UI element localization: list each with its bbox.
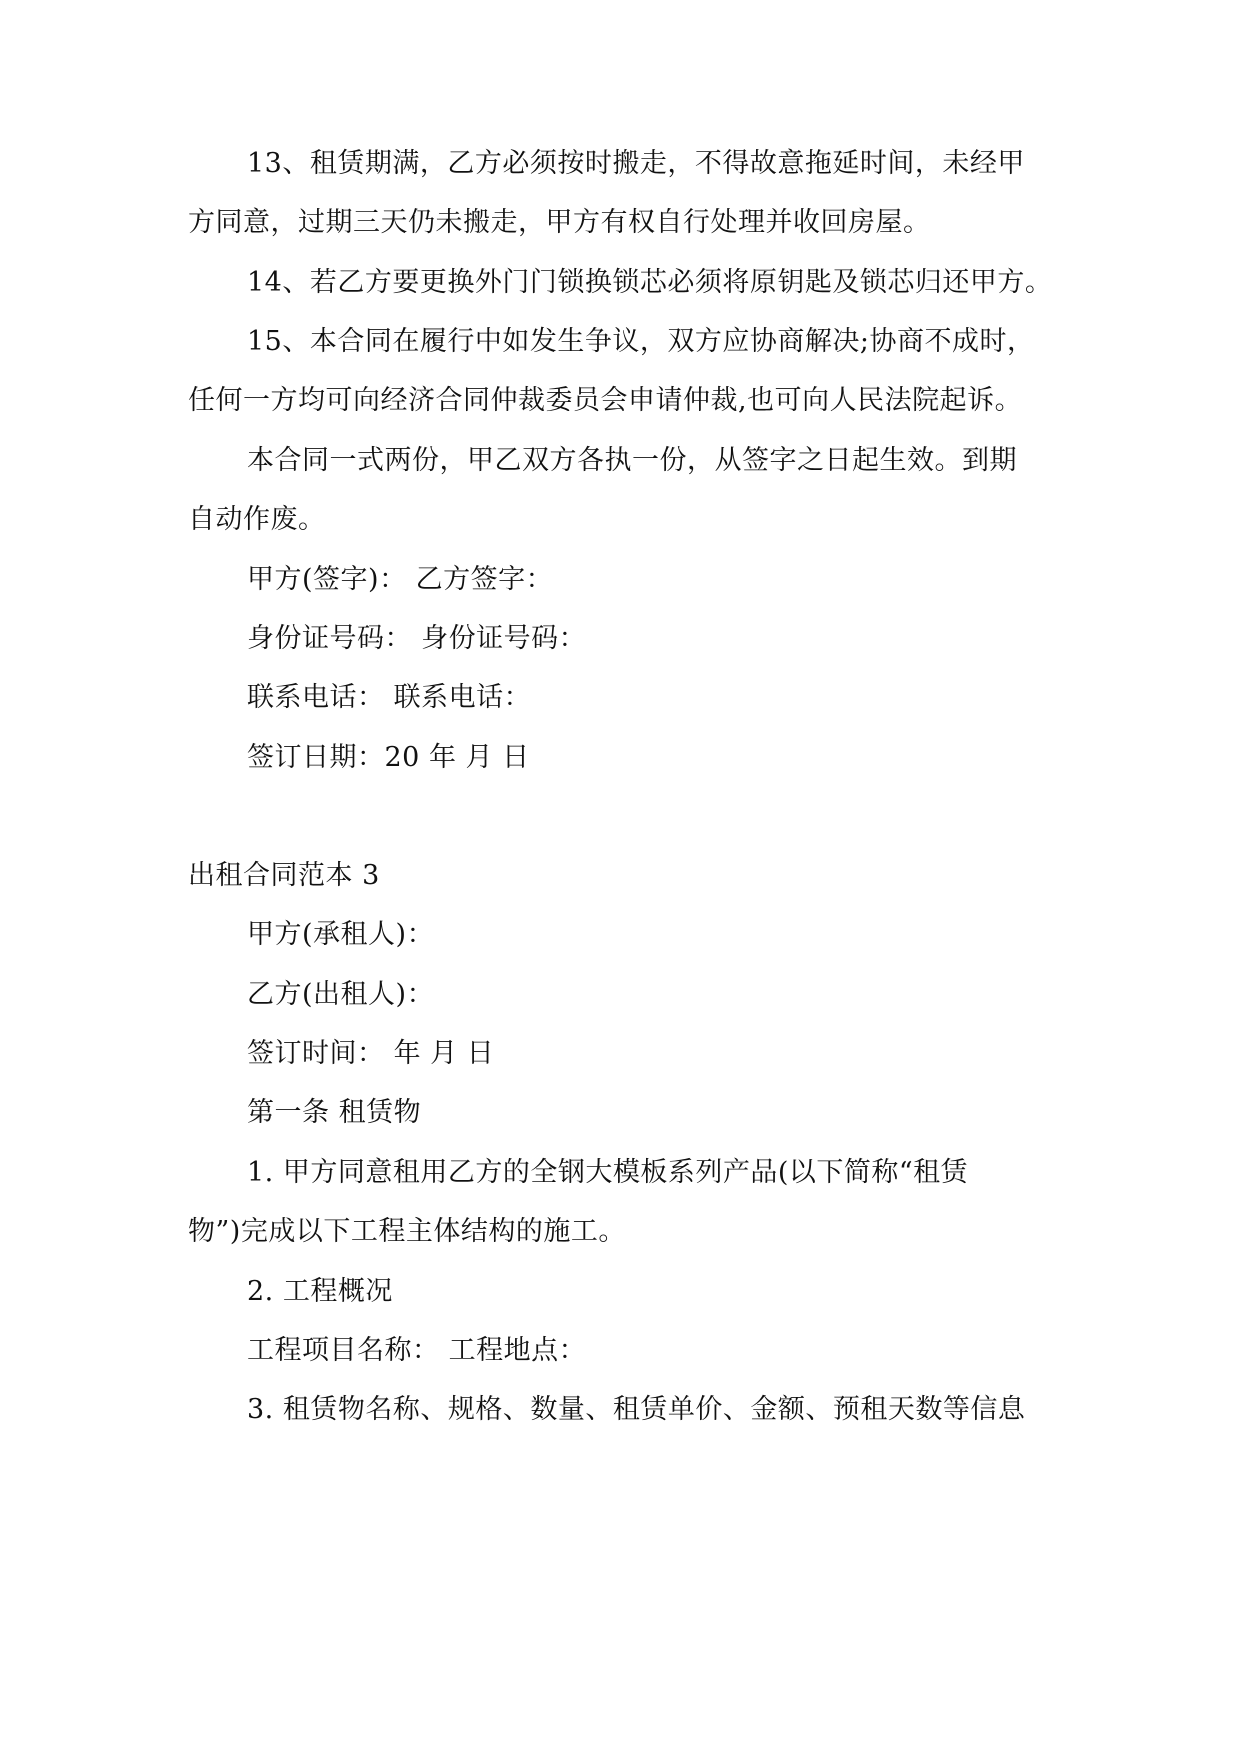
closing-line-2: 自动作废。 bbox=[188, 504, 326, 535]
section-title: 出租合同范本 3 bbox=[188, 860, 380, 891]
article-1-heading: 第一条 租赁物 bbox=[247, 1097, 422, 1128]
signature-line: 甲方(签字)： 乙方签字： bbox=[247, 564, 554, 595]
sign-date-line: 签订日期：20 年 月 日 bbox=[247, 742, 530, 773]
id-number-line: 身份证号码： 身份证号码： bbox=[247, 623, 587, 654]
signing-time-line: 签订时间： 年 月 日 bbox=[247, 1038, 495, 1069]
project-info-line: 工程项目名称： 工程地点： bbox=[247, 1335, 587, 1366]
clause-14: 14、若乙方要更换外门门锁换锁芯必须将原钥匙及锁芯归还甲方。 bbox=[247, 267, 1053, 298]
closing-line-1: 本合同一式两份，甲乙双方各执一份，从签字之日起生效。到期 bbox=[247, 445, 1017, 476]
item-1-line-2: 物”)完成以下工程主体结构的施工。 bbox=[188, 1216, 626, 1247]
clause-13-line-1: 13、租赁期满，乙方必须按时搬走，不得故意拖延时间，未经甲 bbox=[247, 148, 1025, 179]
clause-15-line-1: 15、本合同在履行中如发生争议，双方应协商解决;协商不成时， bbox=[247, 326, 1035, 357]
party-a-line: 甲方(承租人)： bbox=[247, 919, 435, 950]
clause-15-line-2: 任何一方均可向经济合同仲裁委员会申请仲裁,也可向人民法院起诉。 bbox=[188, 385, 1023, 416]
item-1-line-1: 1. 甲方同意租用乙方的全钢大模板系列产品(以下简称“租赁 bbox=[247, 1157, 969, 1188]
party-b-line: 乙方(出租人)： bbox=[247, 979, 435, 1010]
item-2-heading: 2. 工程概况 bbox=[247, 1276, 393, 1307]
item-3-line: 3. 租赁物名称、规格、数量、租赁单价、金额、预租天数等信息 bbox=[247, 1394, 1026, 1425]
clause-13-line-2: 方同意，过期三天仍未搬走，甲方有权自行处理并收回房屋。 bbox=[188, 207, 931, 238]
phone-line: 联系电话： 联系电话： bbox=[247, 682, 532, 713]
